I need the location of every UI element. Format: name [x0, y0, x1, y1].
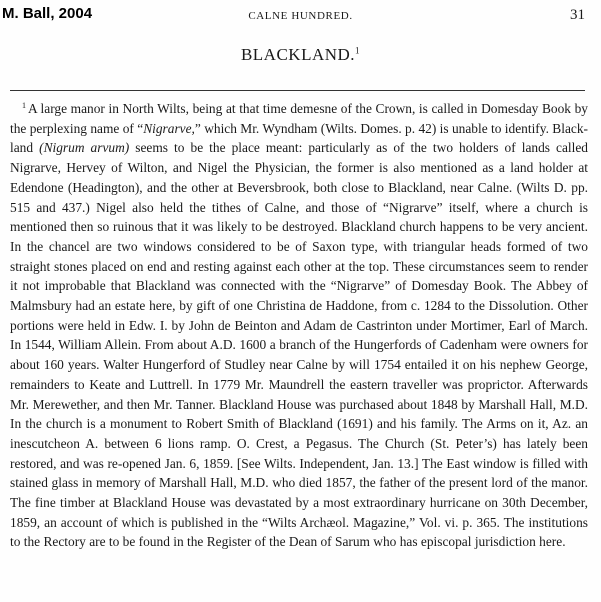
footnote-mark: 1	[22, 101, 26, 110]
page-number: 31	[570, 7, 585, 23]
footnote-part-1: A large manor in North Wilts, being at that time demesne of the Crown, is called in Domesday Book by the perplexing name of “	[10, 101, 588, 136]
page-title	[0, 45, 601, 65]
footnote-rule	[10, 90, 585, 91]
footnote-part-3: seems to be the place meant: particularly as of the two holders of lands called Nigrarve, Hervey of Wilton, and Nigel the Physician, the former is also mentioned as a land holder at Edendone (Headington), and the other at Beversbrook, both close to Blackland, near Calne. (Wilts D. pp. 515 and 437.) Nigel also held the tithes of Calne, and those of “Nigrarve” itself, where a church is mentioned then so ruinous that it was likely to be destroyed. Blackland church happens to be very ancient. In the chancel are two windows considered to be of Saxon type, with triangular heads formed of two straight stones placed on end and resting against each other at the top. These circumstances seem to render it not improbable that Blackland was connected with the “Nigrarve” of Domesday Book. The Abbey of Malmsbury had an estate here, by gift of one Christina de Haddone, from c. 1284 to the Dissolution. Other portions were held in Edw. I. by John de Beinton and Adam de Castrinton under Mortimer, Earl of March. In 1544, William Allein. From about A.D. 1600 a branch of the Hungerfords of Cadenham were owners for about 160 years. Walter Hungerford of Studley near Calne by will 1754 entailed it on his nephew George, remainders to Keate and Luttrell. In 1779 Mr. Maundrell the eastern traveller was proprictor. Afterwards Mr. Merewether, and then Mr. Tanner. Blackland House was purchased about 1848 by Marshall Hall, M.D. In the church is a monument to Robert Smith of Blackland (1691) and his family. The Arms on it, Az. an inescutcheon A. between 6 lions ramp. O. Crest, a Pegasus. The Church (St. Peter’s) has lately been restored, and was re-opened Jan. 6, 1859. [See Wilts. Independent, Jan. 13.] The East window is filled with stained glass in memory of Marshall Hall, M.D. who died 1857, the father of the present lord of the manor. The fine timber at Blackland House was devastated by a most extraordinary hurricane on 30th December, 1859, an account of which is published in the “Wilts Archæol. Magazine,” Vol. vi. p. 365. The institutions to the Rectory are to be found in the Register of the Dean of Sarum who has episcopal jurisdiction here.	[10, 140, 588, 550]
author-stamp: M. Ball, 2004	[2, 5, 93, 22]
footnote-text	[10, 96, 588, 552]
running-head: CALNE HUNDRED.	[248, 10, 353, 22]
title-text: BLACKLAND.	[240, 45, 356, 64]
footnote-italic-nigrum-arvum: (Nigrum arvum)	[39, 140, 130, 156]
footnote-italic-nigrarve: Nigrarve,	[143, 120, 195, 136]
footnote-part-2: ” which Mr. Wyndham (Wilts. Domes. p. 42) is unable to identify. Black-land	[10, 120, 588, 156]
title-footnote-mark: 1	[355, 45, 361, 56]
